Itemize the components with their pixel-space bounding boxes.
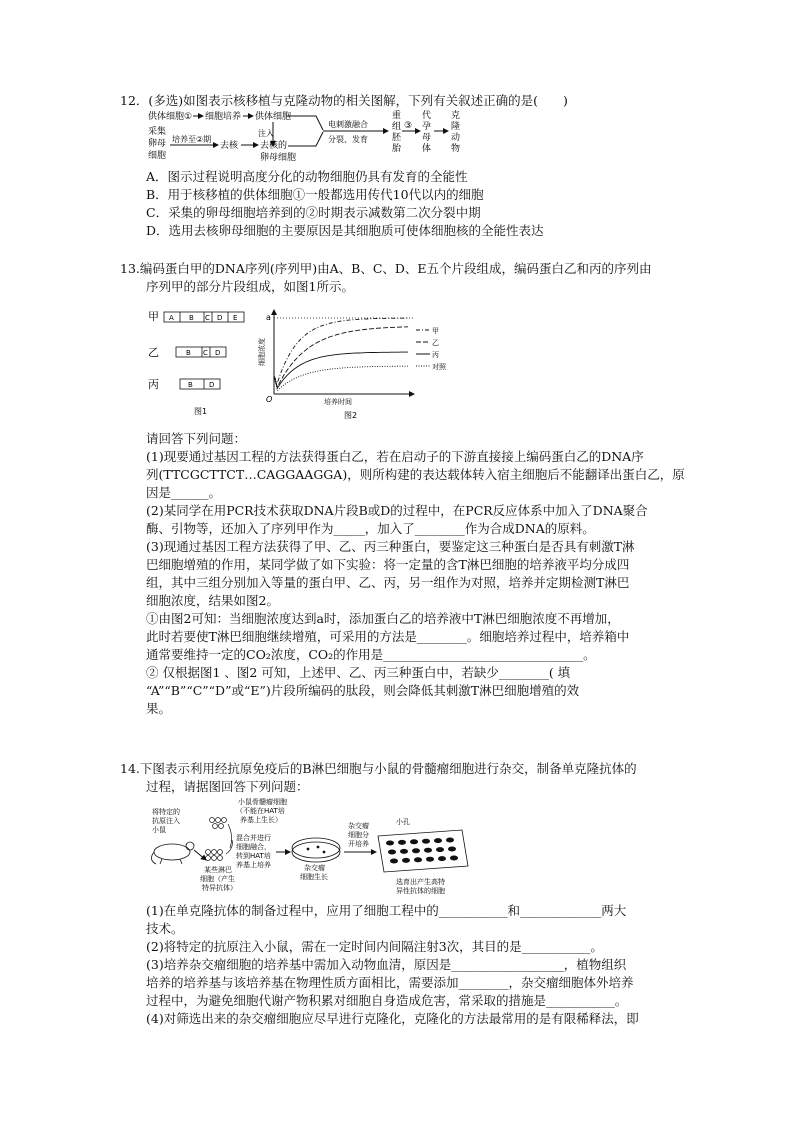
mouse-icon — [151, 842, 194, 864]
fig1-seg-yi-c: C — [203, 349, 208, 357]
q14-well-label: 小孔 — [396, 818, 410, 826]
well — [386, 841, 394, 846]
fig1-seg-jia-d: D — [217, 314, 223, 322]
q12-embryo-4: 胎 — [392, 144, 402, 154]
well — [446, 838, 454, 843]
q14-mix-4: 养基上培养 — [236, 861, 271, 869]
b-cell-cluster — [206, 850, 223, 861]
q12-stim: 电刺激融合 — [328, 120, 368, 129]
q12-embryo-3: 胚 — [392, 133, 402, 143]
q13-line-13: 通常要维持一定的CO₂浓度，CO₂的作用是________________________________。 — [146, 647, 596, 662]
q14-mix-3: 转到HAT培 — [236, 852, 271, 860]
q13-line-10: 细胞浓度，结果如图2。 — [146, 593, 279, 608]
q14-inject-1: 将特定的 — [152, 808, 180, 816]
q13-line-16: 果。 — [146, 701, 172, 716]
q13-stem-2: 序列甲的部分片段组成，如图1所示。 — [146, 279, 354, 294]
q14-inject-3: 小鼠 — [152, 826, 166, 834]
fig2-legend-yi: 乙 — [432, 339, 439, 347]
q12-culture-to: 培养至②期 — [172, 135, 212, 144]
fig2-legend-jia: 甲 — [432, 327, 439, 335]
well — [410, 839, 418, 844]
petri-dish-icon — [292, 838, 340, 862]
fig1-label-jia: 甲 — [148, 310, 159, 323]
q12-donor2-label: 供体细胞 — [255, 112, 292, 122]
q12-stem: 12．(多选)如图表示核移植与克隆动物的相关图解，下列有关叙述正确的是( ) — [120, 93, 568, 108]
q13-line-12: 此时若要使T淋巴细胞继续增殖，可采用的方法是________。细胞培养过程中，培养箱中 — [146, 629, 630, 644]
q14-stem-2: 过程，请据图回答下列问题： — [146, 779, 309, 794]
fig1-seg-jia-c: C — [205, 314, 210, 322]
fig1-seg-yi-d: D — [215, 349, 221, 357]
fig1-seg-jia-e: E — [233, 314, 238, 322]
q14-split-3: 开培养 — [348, 840, 369, 848]
q14-select-2: 异性抗体的细胞 — [396, 887, 445, 895]
q13-line-2: (1)现要通过基因工程的方法获得蛋白乙，若在启动子的下游直接接上编码蛋白乙的DNA序 — [146, 449, 644, 464]
q14-select-1: 选育出产生高特 — [396, 878, 445, 886]
q14-bcells-1: 某些淋巴 — [204, 866, 232, 874]
q14-line-2: 技术。 — [146, 921, 184, 936]
fig1-label-bing: 丙 — [148, 378, 159, 391]
well — [426, 857, 434, 862]
q12-egg-3: 细胞 — [148, 151, 167, 161]
q12-option-c: C．采集的卵母细胞培养到的②时期表示减数第二次分裂中期 — [146, 205, 481, 220]
q12-egg-1: 采集 — [148, 127, 167, 137]
q14-stem-1: 14.下图表示利用经抗原免疫后的B淋巴细胞与小鼠的骨髓瘤细胞进行杂交，制备单克隆抗体的 — [120, 761, 637, 776]
q14-line-7: (4)对筛选出来的杂交瘤细胞应尽早进行克隆化，克隆化的方法最常用的是有限稀释法，即 — [146, 1011, 639, 1026]
q13-line-5: (2)某同学在用PCR技术获取DNA片段B或D的过程中，在PCR反应体系中加入了DNA聚合 — [146, 503, 648, 518]
q12-donor-label: 供体细胞① — [148, 112, 193, 122]
curve-bing — [274, 352, 408, 388]
fig1-seg-bing-d: D — [209, 381, 215, 389]
well — [390, 859, 398, 864]
q13-line-1: 请回答下列问题： — [146, 431, 247, 446]
curve-control — [274, 366, 408, 390]
q14-myeloma-1: 小鼠骨髓瘤细胞 — [238, 798, 287, 806]
q14-myeloma-3: 养基上生长） — [240, 816, 282, 824]
q13-line-8: 巴细胞增殖的作用，某同学做了如下实验：将一定量的含T淋巴细胞的培养液平均分成四 — [146, 557, 630, 572]
q13-line-15: “A”“B”“C”“D”或“E”)片段所编码的肽段，则会降低其刺激T淋巴细胞增殖的效 — [146, 683, 580, 698]
q14-hybrid-1: 杂交瘤 — [304, 864, 325, 872]
q14-mix-1: 混合并进行 — [236, 834, 271, 842]
q14-hybrid-2: 细胞生长 — [300, 873, 328, 881]
fig2-xlabel: 培养时间 — [324, 398, 352, 406]
q13-line-14: ② 仅根据图1 、图2 可知，上述甲、乙、丙三种蛋白中，若缺少________( 填 — [146, 665, 571, 680]
q12-embryo-1: 重 — [392, 111, 402, 121]
q12-clone-2: 隆 — [451, 122, 461, 132]
q14-split-1: 杂交瘤 — [348, 822, 369, 830]
q13-figure-2 — [258, 306, 458, 422]
q14-bcells-3: 特异抗体） — [202, 884, 237, 892]
q13-line-3: 列(TTCGCTTCT…CAGGAAGGA)，则所构建的表达载体转入宿主细胞后不能翻译出蛋白乙，原 — [146, 467, 685, 482]
q12-egg-2: 卵母 — [148, 139, 167, 149]
well — [402, 858, 410, 863]
well — [414, 857, 422, 862]
q14-line-6: 过程中，为避免细胞代谢产物积累对细胞自身造成危害，常采取的措施是___________。 — [146, 993, 628, 1008]
q12-surrogate-1: 代 — [422, 111, 432, 121]
q12-diagram — [148, 110, 468, 165]
q14-mix-2: 细胞融合， — [236, 843, 271, 851]
well — [434, 838, 442, 843]
well — [400, 849, 408, 854]
q12-enucleated-egg-1: 去核的 — [260, 141, 288, 151]
q12-enucleated-egg-2: 卵母细胞 — [260, 153, 297, 163]
fig2-caption: 图2 — [344, 411, 358, 420]
q12-clone-4: 物 — [451, 144, 461, 154]
q12-surrogate-3: 母 — [422, 133, 432, 143]
well — [422, 839, 430, 844]
well — [450, 856, 458, 861]
well — [388, 850, 396, 855]
fig1-seg-bing-b: B — [188, 381, 193, 389]
fig2-legend — [416, 327, 447, 371]
well — [424, 848, 432, 853]
fig1-seg-jia-b: B — [189, 314, 194, 322]
q14-line-4: (3)培养杂交瘤细胞的培养基中需加入动物血清，原因是__________________，植物组织 — [146, 957, 627, 972]
fig2-ylabel: 细胞浓度 — [258, 338, 266, 366]
q13-line-9: 组，其中三组分别加入等量的蛋白甲、乙、丙，另一组作为对照，培养并定期检测T淋巴 — [146, 575, 630, 590]
q14-diagram — [150, 796, 480, 898]
fig2-legend-bing: 丙 — [432, 351, 439, 359]
fig2-origin: O — [266, 395, 273, 404]
q12-divide: 分裂、发育 — [328, 135, 368, 144]
fig2-a-label: a — [266, 313, 271, 322]
q13-line-4: 因是______。 — [146, 485, 222, 500]
well — [436, 847, 444, 852]
q12-option-d: D．选用去核卵母细胞的主要原因是其细胞质可使体细胞核的全能性表达 — [146, 223, 544, 238]
q12-option-b: B．用于核移植的供体细胞①一般都选用传代10代以内的细胞 — [146, 187, 484, 202]
q12-clone-1: 克 — [451, 111, 461, 121]
q13-stem-1: 13.编码蛋白甲的DNA序列(序列甲)由A、B、C、D、E五个片段组成，编码蛋白乙和丙的序列由 — [120, 261, 652, 276]
well — [398, 840, 406, 845]
q12-inject-label: 注入 — [258, 129, 274, 138]
fig1-caption: 图1 — [194, 407, 208, 416]
q13-figure-1 — [146, 306, 256, 418]
fig1-seg-jia-a: A — [169, 314, 174, 322]
well — [412, 848, 420, 853]
well — [448, 847, 456, 852]
q14-line-3: (2)将特定的抗原注入小鼠，需在一定时间内间隔注射3次，其目的是___________。 — [146, 939, 603, 954]
q14-myeloma-2: （不能在HAT培 — [236, 807, 285, 815]
q14-line-5: 培养的培养基与该培养基在物理性质方面相比，需要添加________，杂交瘤细胞体外培养 — [146, 975, 634, 990]
q12-surrogate-2: 孕 — [422, 122, 432, 132]
fig1-label-yi: 乙 — [148, 346, 159, 359]
fig1-seg-yi-b: B — [186, 349, 191, 357]
q13-line-6: 酶、引物等，还加入了序列甲作为_____，加入了________作为合成DNA的原料。 — [146, 521, 595, 536]
q13-line-7: (3)现通过基因工程方法获得了甲、乙、丙三种蛋白，要鉴定这三种蛋白是否具有刺激T淋 — [146, 539, 635, 554]
q12-culture-label: 细胞培养 — [205, 112, 242, 122]
q12-enucleate: 去核 — [220, 141, 239, 151]
fig2-legend-control: 对照 — [432, 363, 446, 371]
q12-surrogate-4: 体 — [422, 144, 432, 154]
q12-clone-3: 动 — [451, 133, 461, 143]
q13-line-11: ①由图2可知：当细胞浓度达到a时，添加蛋白乙的培养液中T淋巴细胞浓度不再增加， — [146, 611, 620, 626]
q14-line-1: (1)在单克隆抗体的制备过程中，应用了细胞工程中的___________和_____________两大 — [146, 903, 627, 918]
myeloma-cell-cluster — [210, 818, 227, 829]
well — [438, 856, 446, 861]
q14-split-2: 细胞分 — [348, 831, 369, 839]
q12-step3: ③ — [404, 121, 413, 131]
q12-embryo-2: 组 — [392, 122, 402, 132]
q14-inject-2: 抗原注入 — [152, 817, 180, 825]
q14-bcells-2: 细胞（产生 — [200, 875, 235, 883]
q12-option-a: A．图示过程说明高度分化的动物细胞仍具有发育的全能性 — [146, 169, 468, 184]
curve-yi — [274, 327, 408, 387]
